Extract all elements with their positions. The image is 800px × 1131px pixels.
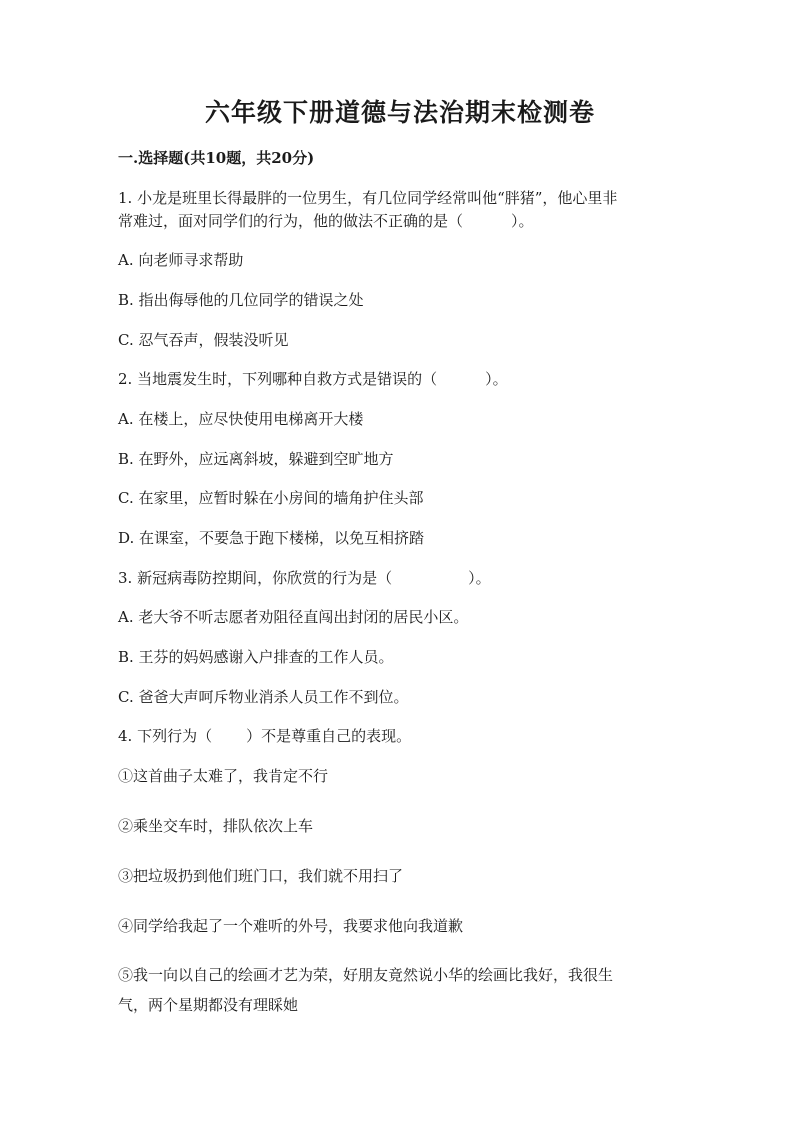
question-1-stem-line-1: 1. 小龙是班里长得最胖的一位男生，有几位同学经常叫他“胖猪”，他心里非 [118, 189, 618, 207]
question-4-item-3: ③把垃圾扔到他们班门口，我们就不用扫了 [118, 867, 404, 885]
question-2-option-c: C. 在家里，应暂时躲在小房间的墙角护住头部 [118, 489, 424, 507]
question-4-item-1: ①这首曲子太难了，我肯定不行 [118, 767, 329, 785]
question-3-option-b: B. 王芬的妈妈感谢入户排查的工作人员。 [118, 648, 394, 666]
question-4-stem [118, 724, 698, 748]
question-1-stem-end: ）。 [511, 212, 534, 230]
question-3-option-a: A. 老大爷不听志愿者劝阻径直闯出封闭的居民小区。 [118, 608, 469, 626]
question-1-stem-text: 常难过，面对同学们的行为，他的做法不正确的是（ [118, 212, 464, 230]
question-4-item-5: ⑤我一向以自己的绘画才艺为荣，好朋友竟然说小华的绘画比我好，我很生 [118, 966, 614, 984]
question-2-option-d: D. 在课室，不要急于跑下楼梯，以免互相挤踏 [118, 529, 425, 547]
question-2-option-b: B. 在野外，应远离斜坡，躲避到空旷地方 [118, 450, 394, 468]
question-4-item-2: ②乘坐交车时，排队依次上车 [118, 817, 314, 835]
question-4-item-4: ④同学给我起了一个难听的外号，我要求他向我道歉 [118, 917, 464, 935]
question-2-stem [118, 367, 698, 391]
question-3-stem-text: 3. 新冠病毒防控期间，你欣赏的行为是（ [118, 569, 393, 587]
question-1-stem-line-2 [118, 209, 698, 233]
question-4-item-5-line-2: 气，两个星期都没有理睬她 [118, 996, 299, 1014]
question-2-stem-end: ）。 [485, 370, 508, 388]
question-3-option-c: C. 爸爸大声呵斥物业消杀人员工作不到位。 [118, 688, 409, 706]
question-1-option-b: B. 指出侮辱他的几位同学的错误之处 [118, 291, 364, 309]
question-2-option-a: A. 在楼上，应尽快使用电梯离开大楼 [118, 410, 364, 428]
question-2-stem-text: 2. 当地震发生时，下列哪种自救方式是错误的（ [118, 370, 438, 388]
question-1-option-c: C. 忍气吞声，假装没听见 [118, 331, 289, 349]
question-4-stem-end: ）不是尊重自己的表现。 [246, 727, 412, 745]
question-4-stem-text: 4. 下列行为（ [118, 727, 213, 745]
question-1-option-a: A. 向老师寻求帮助 [118, 251, 244, 269]
question-3-stem-end: ）。 [468, 569, 491, 587]
question-3-stem [118, 566, 698, 590]
page-title: 六年级下册道德与法治期末检测卷 [204, 98, 595, 127]
section-heading: 一.选择题(共10题，共20分) [118, 149, 315, 167]
